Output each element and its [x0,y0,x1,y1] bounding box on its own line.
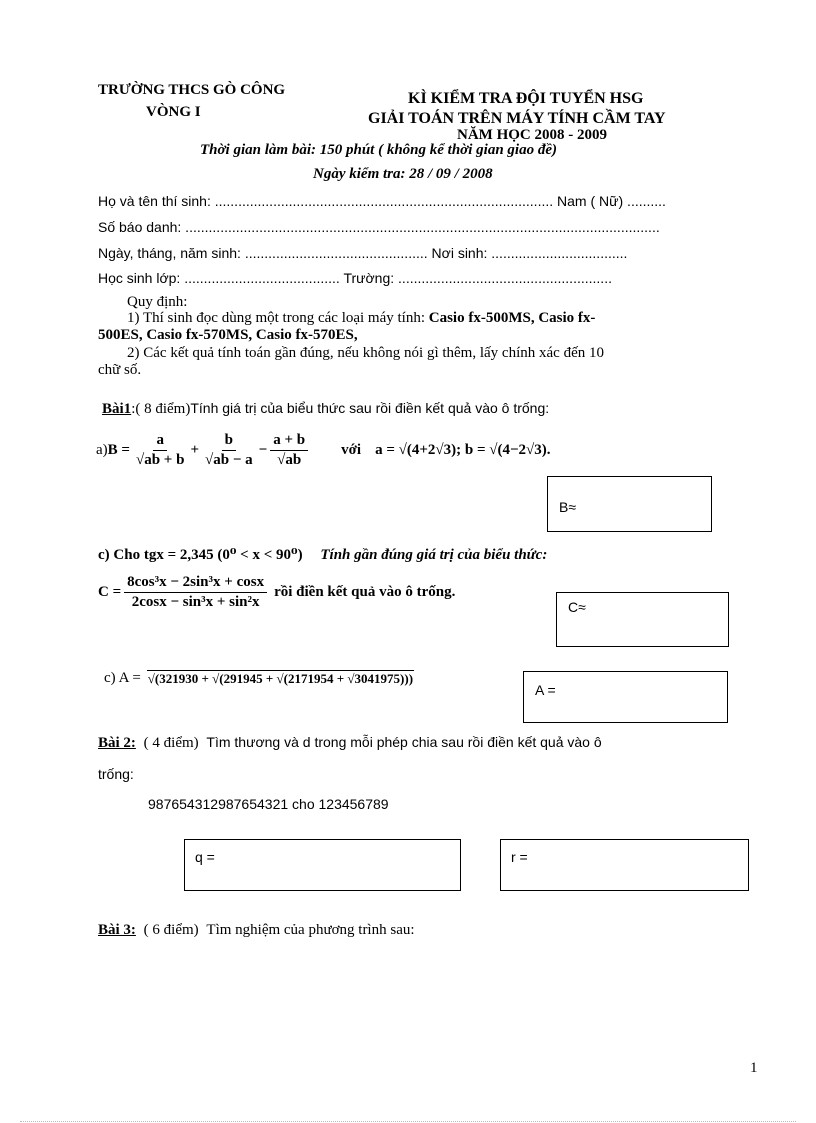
bai1-formula-b: a) B = $\frac{a}{√ab + b}$ + $\frac{b}{√ab - a}$ − $\frac{a + b}{√ab}$ với a = √(4+2√3); b = √(4−2√3). [96,432,551,468]
fraction-3: $\frac{a + b}{√ab}$ [270,432,308,469]
formula-c-lhs: C = [98,584,122,600]
bai1-instruction: Tính giá trị của biểu thức sau rồi điền kết quả vào ô trống: [190,400,550,416]
bai1-points: :( 8 điểm) [131,401,191,417]
fraction-1: $\frac{a}{√ab + b}$ [135,432,185,468]
rule-2-cont: chữ số. [98,362,142,378]
exam-subject: GIẢI TOÁN TRÊN MÁY TÍNH CẦM TAY [368,110,666,127]
bai3-instruction: Tìm nghiệm của phương trình sau: [206,922,415,938]
part-c-task: Tính gần đúng giá trị của biểu thức: [320,547,548,563]
answer-box-a[interactable] [523,671,728,723]
answer-box-a-label: A = [535,682,556,698]
with-word: với [341,442,362,458]
field-full-name: Họ và tên thí sinh: ....................................................................................... Nam ( Nữ) .......... [98,193,666,209]
answer-box-r-label: r = [511,849,528,865]
bai1-heading [102,400,549,418]
answer-box-b[interactable] [547,476,712,532]
answer-box-c[interactable] [556,592,729,647]
answer-box-r[interactable] [500,839,749,891]
bai3-heading [98,922,415,939]
rule-1 [127,310,595,327]
exam-title: KÌ KIỂM TRA ĐỘI TUYỂN HSG [408,90,644,107]
page-bottom-divider [20,1121,796,1122]
formula-a-lhs: c) A = [104,670,141,686]
bai1-formula-a [104,670,414,687]
field-candidate-number: Số báo danh: .......................................................................................................................... [98,219,660,235]
bai1-part-c [98,545,547,564]
formula-c-fill: rồi điền kết quả vào ô trống. [274,584,456,600]
field-class-school: Học sinh lớp: ........................................ Trường: ....................................................... [98,270,612,286]
bai2-label: Bài 2: [98,735,136,751]
bai1-part-a-label: a) [96,442,108,458]
school-name: TRƯỜNG THCS GÒ CÔNG [98,82,286,98]
bai3-points: ( 6 điểm) [143,922,199,938]
exam-round: VÒNG I [146,104,201,120]
exam-date: Ngày kiểm tra: 28 / 09 / 2008 [313,166,493,182]
rule-1-text: 1) Thí sinh đọc dùng một trong các loại máy tính: [127,310,429,326]
bai1-formula-c [98,574,455,611]
field-birth-info: Ngày, tháng, năm sinh: ............................................... Nơi sinh: ................................... [98,245,628,261]
page-number: 1 [750,1060,758,1076]
rule-2: 2) Các kết quả tính toán gần đúng, nếu không nói gì thêm, lấy chính xác đến 10 [127,345,604,361]
answer-box-q[interactable] [184,839,461,891]
bai2-problem: 987654312987654321 cho 123456789 [148,796,389,812]
bai2-instruction: Tìm thương và d trong mỗi phép chia sau rồi điền kết quả vào ô [206,734,602,750]
school-year: NĂM HỌC 2008 - 2009 [457,127,607,143]
bai1-label: Bài1 [102,401,132,417]
bai2-points: ( 4 điểm) [143,735,199,751]
answer-box-b-label: B≈ [559,499,577,515]
bai3-label: Bài 3: [98,922,136,938]
exam-duration: Thời gian làm bài: 150 phút ( không kể thời gian giao đề) [200,142,557,158]
rule-1-models: Casio fx-500MS, Casio fx- [428,310,596,326]
given-values: a = √(4+2√3); b = √(4−2√3). [375,442,551,458]
formula-b-lhs: B = [107,442,130,458]
bai2-heading [98,734,602,752]
fraction-c: $\frac{\text{8cos³x − 2sin³x + cosx}}{\text{2cosx − sin³x + sin²x}}$ [124,574,267,611]
formula-a-radical: √(321930 + √(291945 + √(2171954 + √3041975))) [147,671,414,686]
answer-box-c-label: C≈ [568,599,586,615]
rules-heading: Quy định: [127,294,188,310]
bai2-instruction-cont: trống: [98,766,134,782]
answer-box-q-label: q = [195,849,215,865]
fraction-2: $\frac{b}{√ab - a}$ [205,432,253,468]
rule-1-models-cont: 500ES, Casio fx-570MS, Casio fx-570ES, [98,327,358,343]
part-c-condition: c) Cho tgx = 2,345 (0⁰ < x < 90⁰) [98,547,303,563]
